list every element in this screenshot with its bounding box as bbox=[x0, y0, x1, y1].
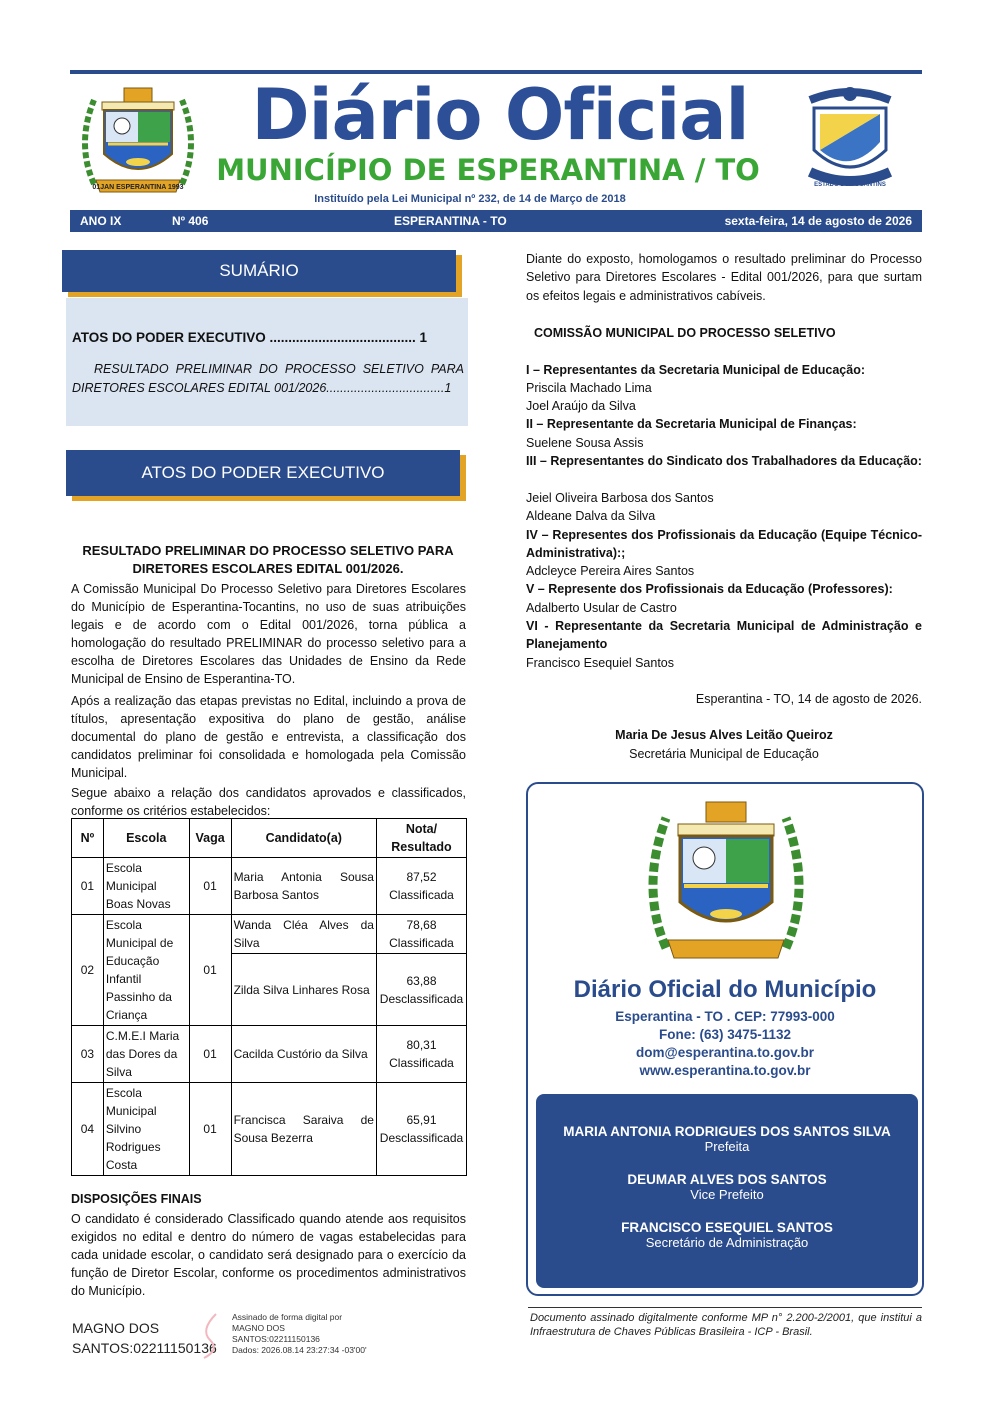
group-1-title: I – Representantes da Secretaria Municipal de Educação: bbox=[526, 363, 866, 377]
official-name: DEUMAR ALVES DOS SANTOS bbox=[627, 1172, 827, 1187]
table-cell: 01 bbox=[189, 915, 231, 1026]
member-name: Adcleyce Pereira Aires Santos bbox=[526, 564, 695, 578]
state-crest-logo bbox=[800, 80, 900, 192]
footer-rule bbox=[528, 1307, 922, 1308]
group-5-title: V – Represente dos Profissionais da Educação (Professores): bbox=[526, 582, 893, 596]
table-cell: Maria Antonia Sousa Barbosa Santos bbox=[231, 858, 376, 915]
table-cell: Zilda Silva Linhares Rosa bbox=[231, 954, 376, 1026]
group-2-title: II – Representante da Secretaria Municipal de Finanças: bbox=[526, 417, 857, 431]
summary-item-result[interactable]: RESULTADO PRELIMINAR DO PROCESSO SELETIVO PARA DIRETORES ESCOLARES EDITAL 001/2026..................................1 bbox=[72, 362, 464, 395]
table-cell: C.M.E.I Maria das Dores da Silva bbox=[103, 1026, 189, 1083]
signature-name-line: SANTOS:02211150136 bbox=[72, 1340, 217, 1356]
group-4-title: IV – Representes dos Profissionais da Educação (Equipe Técnico- Administrativa):; bbox=[526, 528, 922, 561]
table-cell: Escola Municipal Boas Novas bbox=[103, 858, 189, 915]
card-phone: Fone: (63) 3475-1132 bbox=[658, 1027, 792, 1042]
card-contact-info bbox=[528, 1008, 922, 1080]
table-row bbox=[72, 915, 467, 954]
table-cell: 87,52 Classificada bbox=[376, 858, 466, 915]
edition-info-bar bbox=[70, 210, 922, 232]
signature-name-line: MAGNO DOS bbox=[72, 1320, 160, 1336]
table-cell: 65,91 Desclassificada bbox=[376, 1083, 466, 1176]
table-row bbox=[72, 1026, 467, 1083]
masthead-title: Diário Oficial bbox=[251, 74, 749, 156]
municipal-crest-logo bbox=[72, 84, 204, 196]
table-header: Escola bbox=[103, 819, 189, 858]
final-text: O candidato é considerado Classificado quando atende aos requisitos exigidos no edital e dentro do número de vagas estabelecidas para cada unidade escolar, o candidato será designado para o exercício da função de Diretor Escolar, conforme os procedimentos administrativos do Município. bbox=[71, 1212, 466, 1298]
digital-signature-note bbox=[232, 1312, 367, 1356]
municipal-contact-card bbox=[526, 782, 924, 1296]
legal-notice: Documento assinado digitalmente conforme MP n° 2.200-2/2001, que institui a Infraestrutura de Chaves Públicas Brasileira - ICP - Brasil. bbox=[530, 1312, 922, 1338]
table-cell: 78,68 Classificada bbox=[376, 915, 466, 954]
card-email[interactable]: dom@esperantina.to.gov.br bbox=[636, 1045, 814, 1060]
member-name: Aldeane Dalva da Silva bbox=[526, 509, 656, 523]
crest-right-label: ESTADO DO TOCANTINS bbox=[814, 182, 886, 188]
card-crest-logo bbox=[636, 798, 816, 968]
group-6-title: VI - Representante da Secretaria Municipal de Administração e Planejamento bbox=[526, 619, 922, 652]
table-cell: Escola Municipal Silvino Rodrigues Costa bbox=[103, 1083, 189, 1176]
table-header: Vaga bbox=[189, 819, 231, 858]
place-date: Esperantina - TO, 14 de agosto de 2026. bbox=[695, 692, 922, 706]
table-header: Nota/ Resultado bbox=[376, 819, 466, 858]
masthead-subtitle: MUNICÍPIO DE ESPERANTINA / TO bbox=[216, 153, 760, 187]
table-cell: 04 bbox=[72, 1083, 104, 1176]
signature-note-line: Dados: 2026.08.14 23:27:34 -03'00' bbox=[232, 1345, 367, 1355]
masthead-law: Instituído pela Lei Municipal nº 232, de 14 de Março de 2018 bbox=[314, 193, 626, 205]
edition-number: Nº 406 bbox=[172, 214, 209, 228]
signature-note-line: SANTOS:02211150136 bbox=[232, 1334, 320, 1344]
table-cell: 80,31 Classificada bbox=[376, 1026, 466, 1083]
card-address: Esperantina - TO . CEP: 77993-000 bbox=[615, 1009, 835, 1024]
table-cell: 01 bbox=[189, 1026, 231, 1083]
edition-date: sexta-feira, 14 de agosto de 2026 bbox=[724, 214, 912, 228]
group-3-title: III – Representantes do Sindicato dos Trabalhadores da Educação: bbox=[526, 454, 922, 468]
official-role: Vice Prefeito bbox=[690, 1187, 764, 1202]
right-intro: Diante do exposto, homologamos o resultado preliminar do Processo Seletivo para Diretores Escolares - Edital 001/2026, para que surtam os efeitos legais e administrativos cabíveis. bbox=[526, 252, 922, 303]
signature-note-line: Assinado de forma digital por bbox=[232, 1312, 343, 1322]
table-cell: 02 bbox=[72, 915, 104, 1026]
results-table bbox=[71, 818, 467, 1176]
table-cell: 03 bbox=[72, 1026, 104, 1083]
article-title: RESULTADO PRELIMINAR DO PROCESSO SELETIVO PARA DIRETORES ESCOLARES EDITAL 001/2026. bbox=[82, 543, 454, 576]
table-row bbox=[72, 1083, 467, 1176]
card-website[interactable]: www.esperantina.to.gov.br bbox=[639, 1063, 811, 1078]
member-name: Adalberto Usular de Castro bbox=[526, 601, 677, 615]
table-cell: 01 bbox=[72, 858, 104, 915]
summary-heading: SUMÁRIO bbox=[62, 250, 456, 292]
card-title: Diário Oficial do Município bbox=[573, 976, 877, 1003]
signer-name: Maria De Jesus Alves Leitão Queiroz bbox=[615, 728, 833, 742]
member-name: Priscila Machado Lima bbox=[526, 381, 652, 395]
member-name: Jeiel Oliveira Barbosa dos Santos bbox=[526, 491, 714, 505]
table-header: Nº bbox=[72, 819, 104, 858]
final-heading: DISPOSIÇÕES FINAIS bbox=[71, 1192, 202, 1206]
table-cell: Wanda Cléa Alves da Silva bbox=[231, 915, 376, 954]
table-cell: Escola Municipal de Educação Infantil Passinho da Criança bbox=[103, 915, 189, 1026]
table-cell: Francisca Saraiva de Sousa Bezerra bbox=[231, 1083, 376, 1176]
signature-scribble-icon bbox=[196, 1310, 226, 1360]
official-name: MARIA ANTONIA RODRIGUES DOS SANTOS SILVA bbox=[563, 1124, 891, 1139]
member-name: Suelene Sousa Assis bbox=[526, 436, 644, 450]
table-cell: Cacilda Custório da Silva bbox=[231, 1026, 376, 1083]
edition-year: ANO IX bbox=[80, 214, 122, 228]
article-paragraph-1: A Comissão Municipal Do Processo Seletivo para Diretores Escolares do Município de Esperantina-Tocantins, no uso de suas atribuições legais e de acordo com o Edital 001/2026, torna pública a homologação do resultado PRELIMINAR do processo seletivo para a escolha de Diretores Escolares das Unidades de Ensino da Rede Municipal de Ensino de Esperantina-TO. bbox=[71, 582, 466, 686]
member-name: Joel Araújo da Silva bbox=[526, 399, 636, 413]
officials-panel bbox=[536, 1094, 918, 1288]
edition-place: ESPERANTINA - TO bbox=[394, 214, 507, 228]
section-heading: ATOS DO PODER EXECUTIVO bbox=[66, 450, 460, 496]
signature-note-line: MAGNO DOS bbox=[232, 1323, 285, 1333]
table-row bbox=[72, 858, 467, 915]
official-name: FRANCISCO ESEQUIEL SANTOS bbox=[621, 1220, 833, 1235]
table-header-row bbox=[72, 819, 467, 858]
signer-role: Secretária Municipal de Educação bbox=[629, 747, 819, 761]
article-paragraph-2: Após a realização das etapas previstas no Edital, incluindo a prova de títulos, apresentação expositiva do plano de gestão, análise documental do plano de gestão e entrevista, a classificação dos candidatos preliminar foi consolidada e homologada pela Comissão Municipal. bbox=[71, 694, 466, 780]
summary-item-executive[interactable]: ATOS DO PODER EXECUTIVO ....................................... 1 bbox=[72, 330, 428, 345]
commission-title: COMISSÃO MUNICIPAL DO PROCESSO SELETIVO bbox=[534, 326, 836, 340]
table-header: Candidato(a) bbox=[231, 819, 376, 858]
article-paragraph-3: Segue abaixo a relação dos candidatos aprovados e classificados, conforme os critérios estabelecidos: bbox=[71, 786, 466, 818]
member-name: Francisco Esequiel Santos bbox=[526, 656, 674, 670]
official-role: Secretário de Administração bbox=[645, 1235, 809, 1250]
crest-left-date: 01JAN ESPERANTINA 1993 bbox=[92, 184, 184, 191]
table-cell: 63,88 Desclassificada bbox=[376, 954, 466, 1026]
official-role: Prefeita bbox=[704, 1139, 750, 1154]
table-cell: 01 bbox=[189, 1083, 231, 1176]
table-cell: 01 bbox=[189, 858, 231, 915]
